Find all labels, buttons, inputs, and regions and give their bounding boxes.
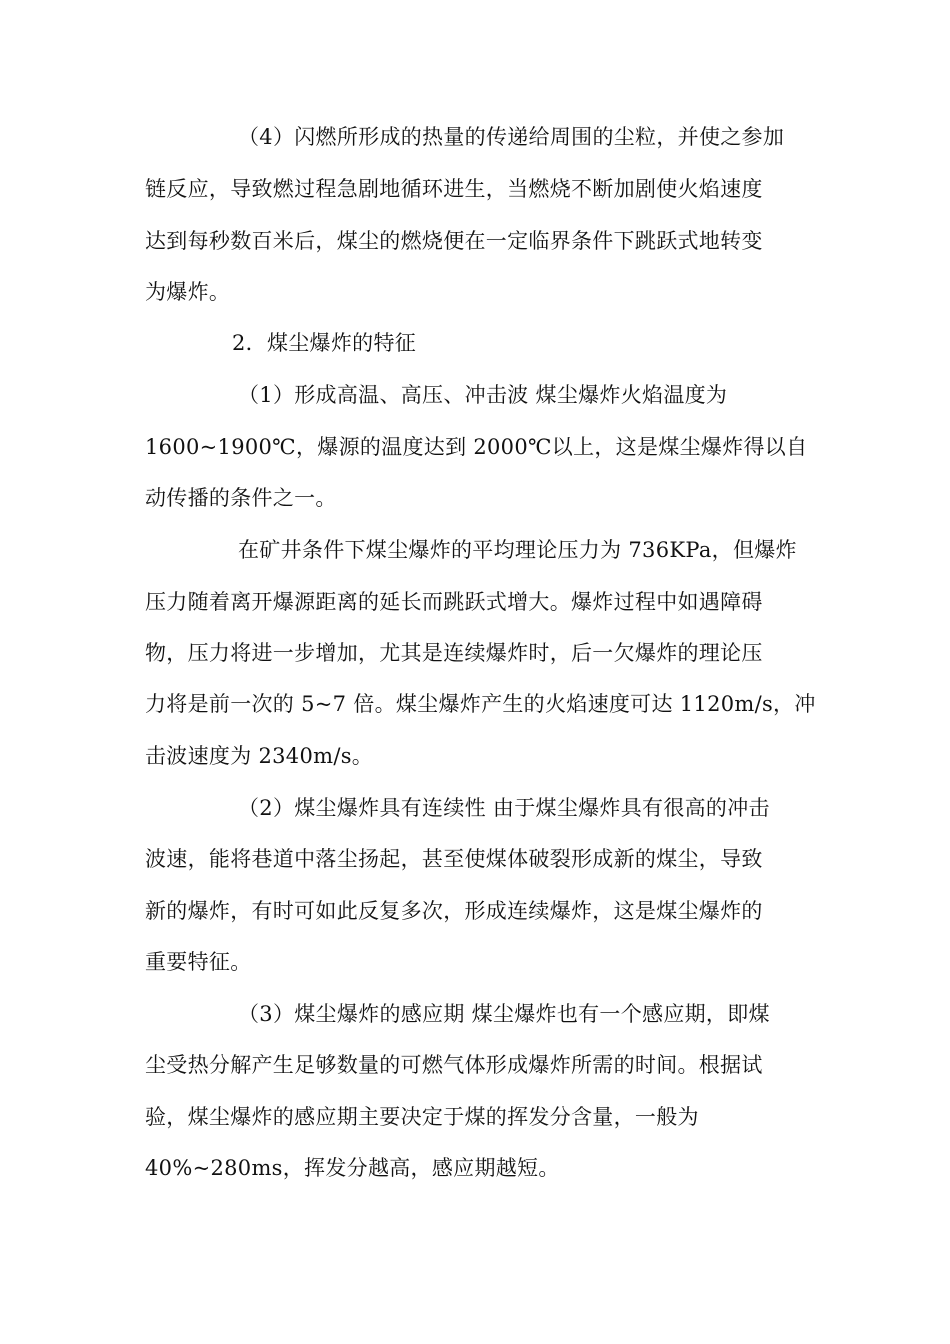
paragraph-line: 为爆炸。	[145, 280, 231, 304]
paragraph-line: （2）煤尘爆炸具有连续性 由于煤尘爆炸具有很高的冲击	[238, 796, 770, 820]
paragraph-line: 尘受热分解产生足够数量的可燃气体形成爆炸所需的时间。根据试	[145, 1053, 763, 1077]
paragraph-line: 新的爆炸，有时可如此反复多次，形成连续爆炸，这是煤尘爆炸的	[145, 899, 763, 923]
paragraph-line: 物，压力将进一步增加，尤其是连续爆炸时，后一欠爆炸的理论压	[145, 641, 763, 665]
paragraph-line: 链反应，导致燃过程急剧地循环进生，当燃烧不断加剧使火焰速度	[145, 177, 763, 201]
paragraph-line: 动传播的条件之一。	[145, 486, 337, 510]
paragraph-line: 重要特征。	[145, 950, 252, 974]
paragraph-line: 波速，能将巷道中落尘扬起，甚至使煤体破裂形成新的煤尘，导致	[145, 847, 763, 871]
paragraph-line: 击波速度为 2340m/s。	[145, 744, 374, 768]
paragraph-line: 验，煤尘爆炸的感应期主要决定于煤的挥发分含量，一般为	[145, 1105, 699, 1129]
paragraph-line: 压力随着离开爆源距离的延长而跳跃式增大。爆炸过程中如遇障碍	[145, 590, 763, 614]
paragraph-line: （4）闪燃所形成的热量的传递给周围的尘粒，并使之参加	[238, 125, 785, 149]
paragraph-line: （3）煤尘爆炸的感应期 煤尘爆炸也有一个感应期，即煤	[238, 1002, 770, 1026]
paragraph-line: （1）形成高温、高压、冲击波 煤尘爆炸火焰温度为	[238, 383, 728, 407]
paragraph-line: 1600~1900℃，爆源的温度达到 2000℃以上，这是煤尘爆炸得以自	[145, 435, 808, 459]
paragraph-line: 40%~280ms，挥发分越高，感应期越短。	[145, 1156, 560, 1180]
paragraph-line: 力将是前一次的 5~7 倍。煤尘爆炸产生的火焰速度可达 1120m/s，冲	[145, 692, 816, 716]
section-heading: 2．煤尘爆炸的特征	[232, 331, 417, 355]
paragraph-line: 在矿井条件下煤尘爆炸的平均理论压力为 736KPa，但爆炸	[238, 538, 797, 562]
paragraph-line: 达到每秒数百米后，煤尘的燃烧便在一定临界条件下跳跃式地转变	[145, 229, 763, 253]
